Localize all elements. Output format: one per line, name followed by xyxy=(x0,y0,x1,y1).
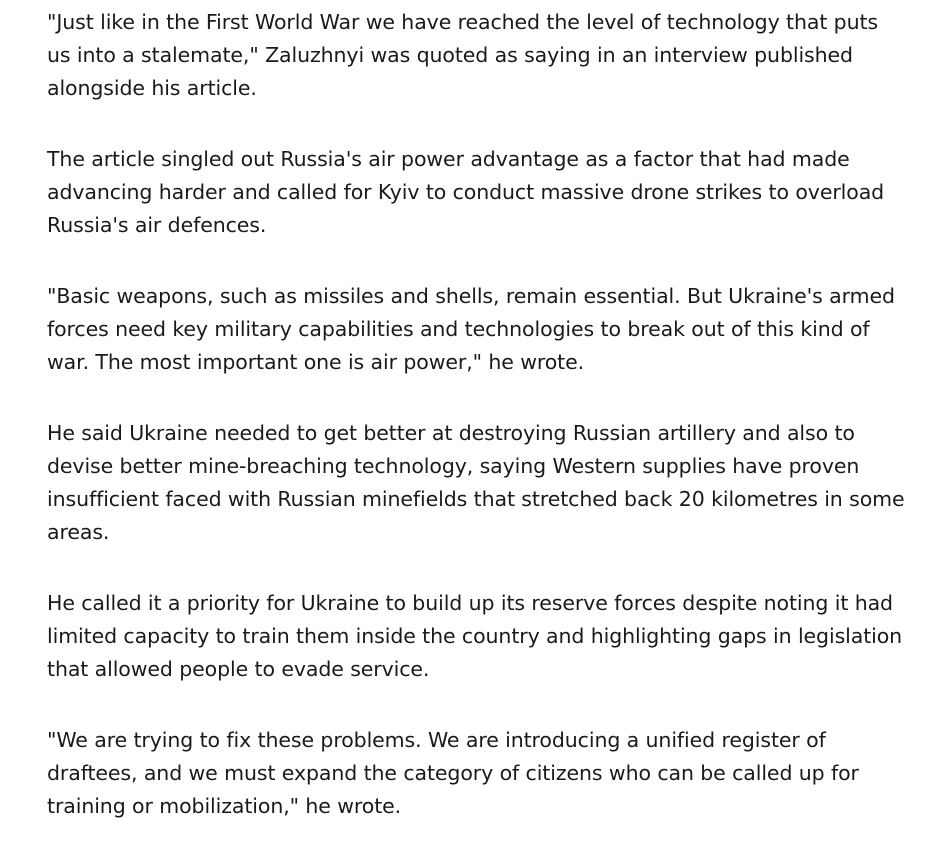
article-paragraph: "We are trying to fix these problems. We are introducing a unified register of draftees, and we must expand the category of citizens who can be called up for training or mobilization," he wrote. xyxy=(47,728,859,818)
article-paragraph: He said Ukraine needed to get better at destroying Russian artillery and also to devise better mine-breaching technology, saying Western supplies have proven insufficient faced with Russian minefields that stretched back 20 kilometres in some areas. xyxy=(47,421,905,544)
article-paragraph: He called it a priority for Ukraine to build up its reserve forces despite noting it had limited capacity to train them inside the country and highlighting gaps in legislation that allowed people to evade service. xyxy=(47,591,903,681)
article-paragraph: "Just like in the First World War we have reached the level of technology that puts us into a stalemate," Zaluzhnyi was quoted as saying in an interview published alongside his article. xyxy=(47,10,878,100)
article-body xyxy=(47,6,907,861)
article-paragraph: The article singled out Russia's air power advantage as a factor that had made advancing harder and called for Kyiv to conduct massive drone strikes to overload Russia's air defences. xyxy=(47,147,885,237)
article-paragraph: "Basic weapons, such as missiles and shells, remain essential. But Ukraine's armed forces need key military capabilities and technologies to break out of this kind of war. The most important one is air power," he wrote. xyxy=(47,284,895,374)
